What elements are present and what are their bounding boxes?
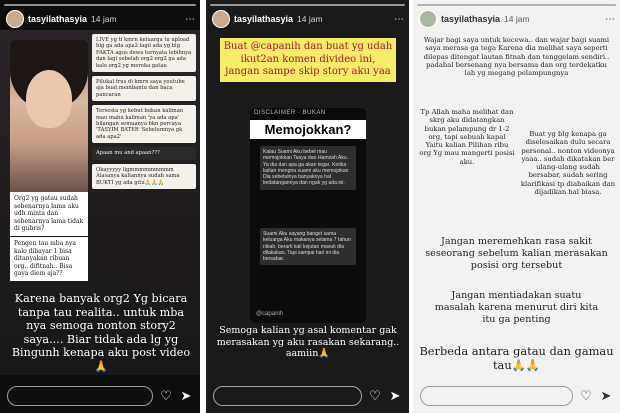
chat-bubble: Okayyyyy ligmmmmmmmmm Alasanya kaliannya sudah sama BUKTI yg ada gitu🙏🙏🙏: [92, 164, 196, 189]
question-card: Pengen tau mba nya kalo dibayar 1 bisa ditanyakan ribuan org.. difitnah.. Bisa gaya diem aja??: [10, 237, 88, 281]
story-header: [6, 9, 196, 29]
send-icon[interactable]: ➤: [180, 388, 192, 403]
story-caption: Karena banyak org2 Yg bicara tanpa tau realita.. untuk mba nya semoga nonton story2 saya.... Biar tidak ada lg yg Bingunh kenapa aku post video🙏: [11, 292, 191, 373]
story-footer: [0, 383, 200, 409]
question-card: Org2 yg gatau sudah sebenarnya lama aku udh minta dan sebenarnya lama tidak di gubris?: [10, 192, 88, 236]
photo-face: [26, 70, 72, 128]
story-footer: [413, 383, 620, 409]
story-age: 14 jam: [91, 14, 117, 24]
story-paragraph: Jangan meremehkan rasa sakit seseorang sebelum kalian merasakan posisi org tersebut: [425, 236, 608, 271]
story-paragraph: Tp Allah maha melihat dan skrg aku didatangkan bukan pelampung dr 1-2 org, tapi sebuah kapal Yaitu kalian Pilihan ribu org Yg mau mangerti posisi aku.: [419, 108, 515, 166]
story-paragraph: Jangan mentiadakan suatu masalah karena menurut diri kita itu ga penting: [434, 290, 599, 325]
heart-icon[interactable]: ♡: [369, 388, 381, 403]
embedded-video-screenshot: [250, 108, 366, 323]
reply-input[interactable]: [7, 386, 153, 406]
story-panel-1: [0, 0, 200, 413]
story-header: [419, 9, 616, 29]
more-icon[interactable]: ⋯: [185, 13, 196, 25]
story-age: 14 jam: [504, 14, 530, 24]
heart-icon[interactable]: ♡: [160, 388, 172, 403]
username[interactable]: tasyilathasyia: [28, 14, 88, 24]
reply-input[interactable]: [420, 386, 573, 406]
send-icon[interactable]: ➤: [389, 388, 401, 403]
send-icon[interactable]: ➤: [600, 388, 612, 403]
story-paragraph: Berbeda antara gatau dan gamau tau🙏🙏: [419, 344, 614, 372]
story-panel-3: [413, 0, 620, 413]
avatar[interactable]: [6, 10, 24, 28]
story-progress-bar: [210, 4, 405, 6]
more-icon[interactable]: ⋯: [605, 13, 616, 25]
story-header: [212, 9, 405, 29]
story-progress-bar: [417, 4, 616, 6]
more-icon[interactable]: ⋯: [394, 13, 405, 25]
story-paragraph: Buat yg blg kenapa ga diselesaikan dulu secara personal.. nonton videonya yaaa.. sudah dikatakan ber ulang-ulang sudah bersabar, sudah sering klarifikasi tp diabaikan dan dijadikan hal biasa.: [520, 130, 616, 197]
video-handle: @capanih: [256, 311, 284, 317]
video-text-card: Kalau Suami Aku bebel mau memojokkan Tasya dan Hamzah Aku. Ya dia dan apa ga akan tegar. Ketika kalian mengira suami aku memojokan Dia sebetulnya banyaknya hal kedatangannya dan ngak yg ada ini.: [260, 146, 356, 190]
avatar[interactable]: [212, 10, 230, 28]
story-progress-bar: [4, 4, 196, 6]
story-panel-2: [206, 0, 409, 413]
chat-bubble: Apaan mu and apaan???: [92, 147, 196, 159]
chat-bubble: LIVE yg ti kmrn keluarga tu upload blg ga ada apa2 lagii ada yg blg FAKTA agus dewa ternyata lebihnya dan lagi sebelah org2 org2 ga ada kalo org2 yg mereka gatau: [92, 34, 196, 72]
story-caption: Semoga kalian yg asal komentar gak merasakan yg aku rasakan sekarang.. aamiin🙏: [216, 325, 400, 359]
reply-input[interactable]: [213, 386, 362, 406]
chat-bubble: Tersesta yg kebut bukan kaliman mau mahu kaliman 'ya ada apa' bilangan semuanya bkn percaya 'TASYIM BATER 'Sebelumnya gk ada apa2': [92, 105, 196, 143]
username[interactable]: tasyilathasyia: [441, 14, 501, 24]
username[interactable]: tasyilathasyia: [234, 14, 294, 24]
highlight-text-box: Buat @capanih dan buat yg udah ikut2an komen divideo ini, jangan sampe skip story aku yaa: [220, 38, 396, 82]
chat-column: [92, 34, 196, 193]
story-paragraph: Wajar bagi saya untuk kecewa.. dan wajar bagi suami saya merasa ga tega Karena dia melihat saya seperti dilepas ditengat lautan fitnah dan tenggelam sendiri.. padahal bersenang nya bersama dan org terdekatku lah yg megang pelampungnya: [423, 36, 610, 78]
video-text-card: Suami Aku sayang banget sama keluarga Aku makanya selama 7 tahun nikah, berarti kali kejutan masuk dia dilakukan. Tapi sampai hari ini dia bersabar.: [260, 228, 356, 265]
video-title: Memojokkan?: [250, 120, 366, 139]
disclaimer-text: DISCLAIMER · BUKAN: [254, 110, 326, 116]
avatar[interactable]: [419, 10, 437, 28]
story-age: 14 jam: [297, 14, 323, 24]
heart-icon[interactable]: ♡: [580, 388, 592, 403]
chat-bubble: Pilukal trus di kmrn saya youtube aja buat membantu dan baca pancaran: [92, 76, 196, 101]
story-footer: [206, 383, 409, 409]
